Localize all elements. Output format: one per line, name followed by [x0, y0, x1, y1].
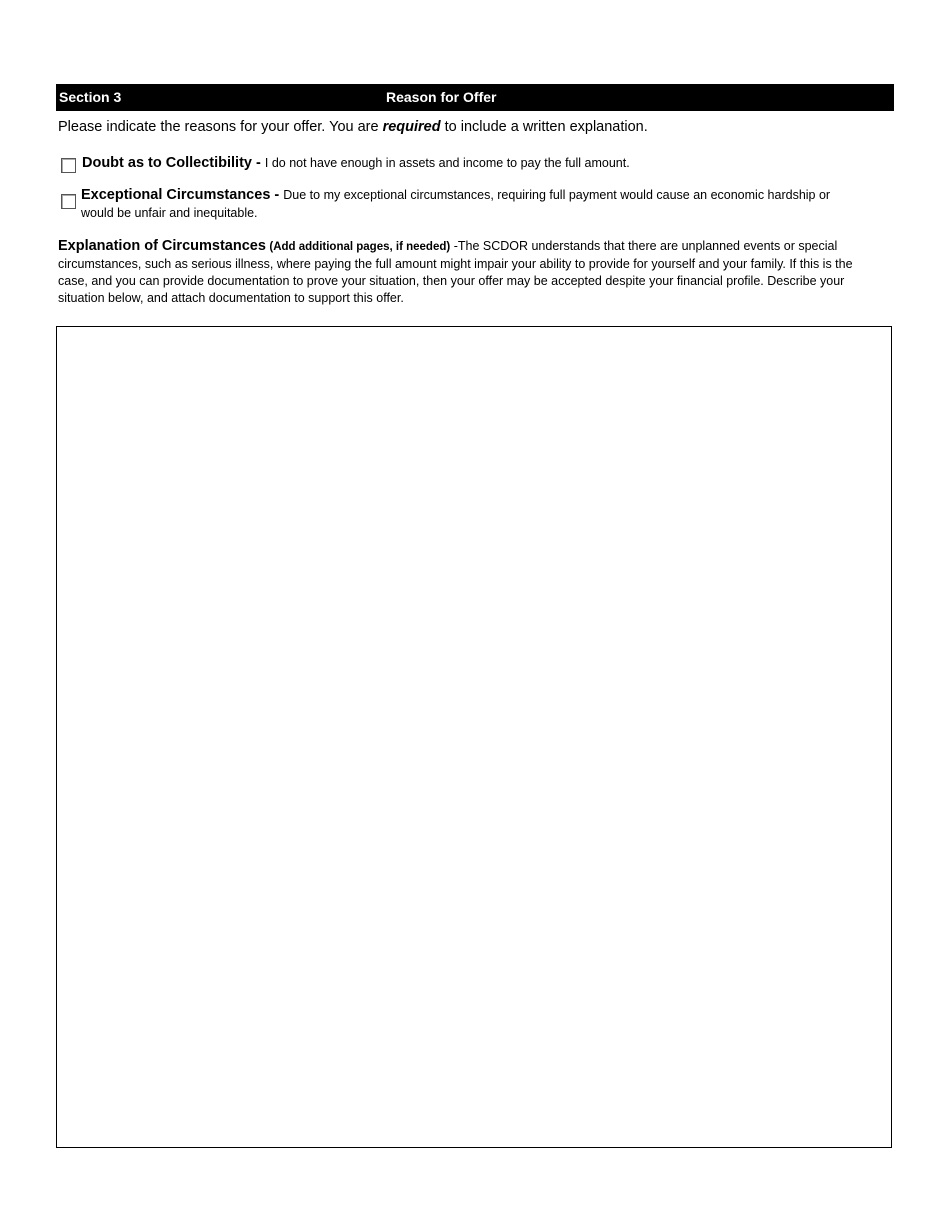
doubt-collectibility-option: Doubt as to Collectibility - I do not have enough in assets and income to pay the full amount.	[82, 155, 630, 171]
explanation-title: Explanation of Circumstances	[58, 238, 266, 254]
explanation-note: (Add additional pages, if needed)	[269, 241, 451, 253]
option-description: I do not have enough in assets and income to pay the full amount.	[264, 156, 630, 170]
section-title: Reason for Offer	[386, 89, 497, 105]
explanation-body: -The SCDOR understands that there are unplanned events or special circumstances, such as serious illness, where paying the full amount might impair your ability to provide for yourself and your family. If this is the case, and you can provide documentation to prove your situation, then your offer may be accepted despite your financial profile. Describe your situation below, and attach documentation to support this offer.	[58, 239, 853, 305]
doubt-collectibility-checkbox[interactable]	[61, 158, 76, 173]
exceptional-circumstances-checkbox[interactable]	[61, 194, 76, 209]
option-description: Due to my exceptional circumstances, requiring full payment would cause an economic hardship or would be unfair and inequitable.	[81, 188, 831, 220]
instruction-text: Please indicate the reasons for your offer. You are required to include a written explanation.	[58, 119, 648, 135]
section-header-bar	[56, 84, 894, 111]
explanation-textarea[interactable]	[56, 326, 892, 1148]
option-title: Exceptional Circumstances	[81, 187, 271, 203]
required-emphasis: required	[382, 119, 441, 135]
section-number: Section 3	[59, 89, 122, 105]
exceptional-circumstances-option: Exceptional Circumstances - Due to my exceptional circumstances, requiring full payment would cause an economic hardship or would be unfair and inequitable.	[81, 187, 831, 220]
option-title: Doubt as to Collectibility	[82, 155, 252, 171]
explanation-paragraph	[58, 238, 873, 307]
